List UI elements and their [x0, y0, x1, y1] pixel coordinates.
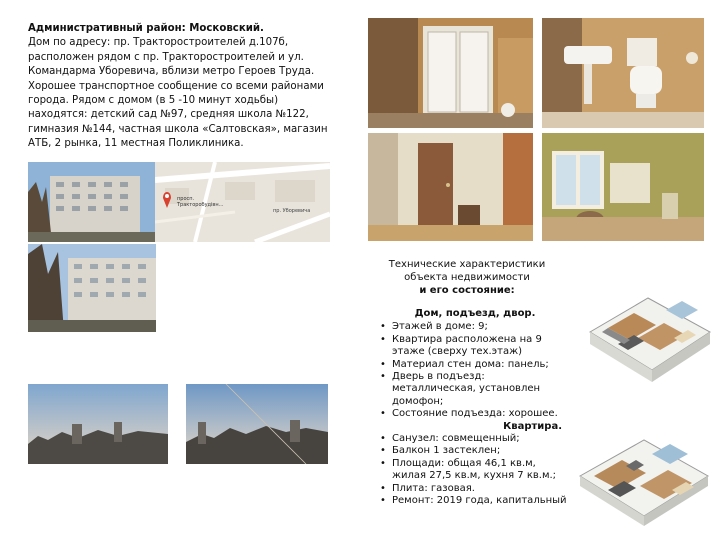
bathroom-photo — [368, 18, 533, 128]
intro-line: Хорошее транспортное сообщение со всеми районами — [28, 80, 324, 92]
intro-line: находятся: детский сад №97, средняя школа №122, — [28, 109, 309, 121]
spec-item: • Плита: газовая. — [380, 483, 570, 495]
spec-item: • Дверь в подъезд: металлическая, установлен домофон; — [380, 371, 570, 408]
spec-item: • Состояние подъезда: хорошее. — [380, 408, 570, 420]
intro-line: АТБ, 2 рынка, 11 местная Поликлиника. — [28, 138, 244, 150]
intro-text — [28, 22, 358, 152]
spec-item: • Ремонт: 2019 года, капитальный — [380, 495, 570, 507]
spec-item: • Площади: общая 46,1 кв.м, жилая 27,5 кв.м, кухня 7 кв.м.; — [380, 458, 570, 483]
intro-line: Командарма Уборевича, вблизи метро Героев Труда. — [28, 66, 315, 78]
intro-line: города. Рядом с домом (в 5 -10 минут ходьбы) — [28, 95, 279, 107]
tech-title-line: Технические характеристики — [388, 259, 546, 270]
intro-line: гимназия №144, частная школа «Салтовская», магазин — [28, 123, 328, 135]
floor-plan-3d-2 — [574, 420, 714, 532]
district-title: Административный район: Московский. — [28, 23, 264, 34]
specs-list — [380, 308, 570, 508]
map-street-label: пр. Уборевича — [273, 208, 311, 214]
floor-plan-3d — [578, 262, 716, 394]
intro-line: расположен рядом с пр. Тракторостроителей и ул. — [28, 51, 304, 63]
room-photo — [542, 133, 704, 241]
city-view-photo — [28, 384, 168, 464]
intro-line: Дом по адресу: пр. Тракторостроителей д.107б, — [28, 37, 289, 49]
tech-title-line: и его состояние: — [419, 285, 515, 296]
spec-item: • Балкон 1 застеклен; — [380, 445, 570, 457]
map-label-line: Тракторобудівн... — [177, 202, 224, 208]
tech-title-line: объекта недвижимости — [404, 272, 530, 283]
hallway-photo — [368, 133, 533, 241]
building-yard-photo — [28, 244, 156, 332]
tech-title — [372, 258, 562, 297]
toilet-photo — [542, 18, 704, 128]
flat-heading: Квартира. — [503, 420, 562, 432]
spec-item: • Санузел: совмещенный; — [380, 433, 570, 445]
map-label — [177, 196, 223, 208]
map-image — [155, 162, 330, 242]
house-heading: Дом, подъезд, двор. — [414, 308, 536, 319]
flat-specs — [380, 433, 570, 507]
spec-item: • Этажей в доме: 9; — [380, 321, 570, 333]
map-label-line: проcп. — [177, 196, 195, 202]
spec-item: • Материал стен дома: панель; — [380, 359, 570, 371]
city-view-photo-2 — [186, 384, 328, 464]
building-photo — [28, 162, 156, 242]
spec-item: • Квартира расположена на 9 этаже (сверху тех.этаж) — [380, 334, 570, 359]
house-specs — [380, 321, 570, 420]
